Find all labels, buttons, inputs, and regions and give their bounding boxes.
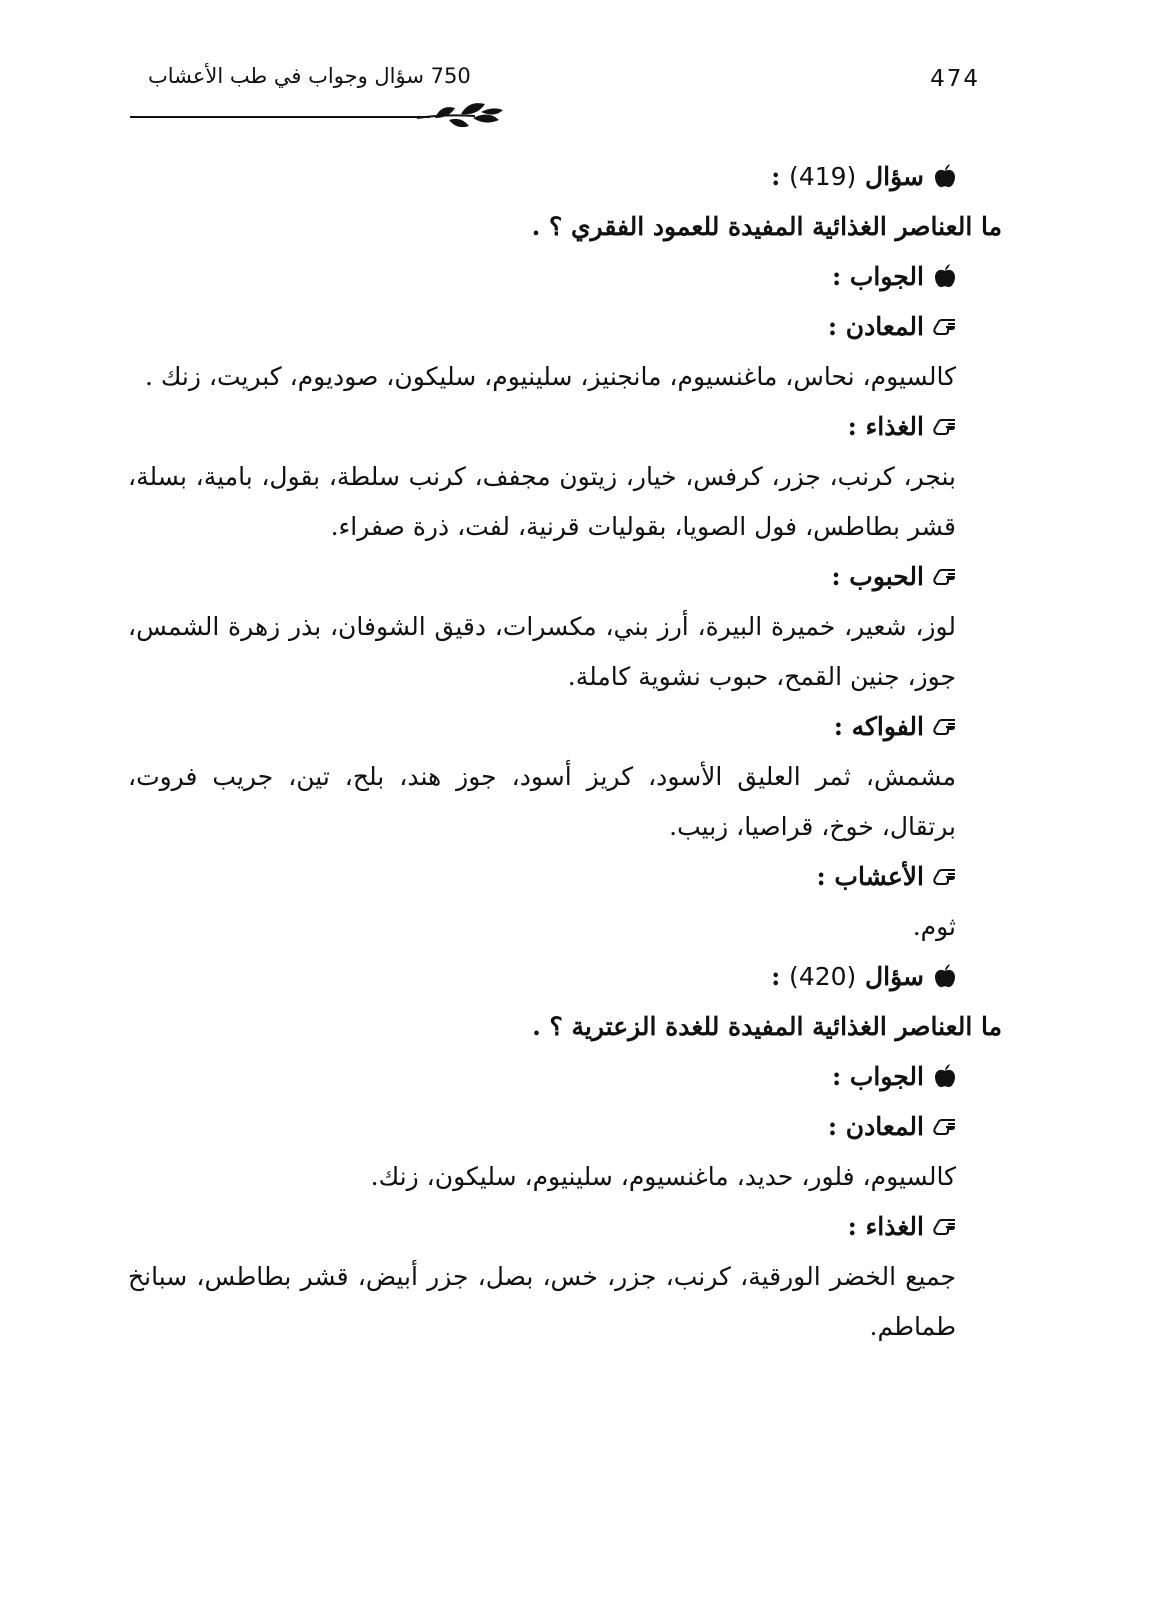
section-text: كالسيوم، نحاس، ماغنسيوم، مانجنيز، سلينيوم، سليكون، صوديوم، كبريت، زنك . (144, 362, 956, 391)
leaf-ornament-icon (415, 96, 505, 136)
running-title: 750 سؤال وجواب في طب الأعشاب (148, 64, 471, 88)
section-heading (128, 402, 1002, 452)
page-number: 474 (930, 66, 980, 92)
question-label: سؤال (865, 962, 924, 991)
section-heading-text: الغذاء : (847, 412, 924, 441)
section-heading (128, 552, 1002, 602)
section-heading (128, 1202, 1002, 1252)
section-text: جميع الخضر الورقية، كرنب، جزر، خس، بصل، جزر أبيض، قشر بطاطس، سبانخ طماطم. (128, 1262, 956, 1341)
question-419-title (128, 152, 1002, 202)
section-heading (128, 302, 1002, 352)
question-419-text: ما العناصر الغذائية المفيدة للعمود الفقري ؟ . (531, 212, 1002, 241)
section-heading-text: الغذاء : (847, 1212, 924, 1241)
question-420-title (128, 952, 1002, 1002)
apple-icon (934, 264, 956, 288)
pointing-hand-icon (932, 416, 956, 438)
apple-icon (934, 1064, 956, 1088)
question-colon: : (771, 162, 781, 191)
section-heading-text: الحبوب : (831, 562, 924, 591)
section-heading-text: المعادن : (827, 312, 924, 341)
pointing-hand-icon (932, 1116, 956, 1138)
page-header (130, 60, 980, 130)
apple-icon (934, 164, 956, 188)
question-number: (420) (789, 962, 857, 991)
section-text: بنجر، كرنب، جزر، كرفس، خيار، زيتون مجفف، كرنب سلطة، بقول، بامية، بسلة، قشر بطاطس، فول الصويا، بقوليات قرنية، لفت، ذرة صفراء. (128, 462, 956, 541)
pointing-hand-icon (932, 566, 956, 588)
section-text: لوز، شعير، خميرة البيرة، أرز بني، مكسرات، دقيق الشوفان، بذر زهرة الشمس، جوز، جنين القمح، حبوب نشوية كاملة. (128, 612, 956, 691)
answer-label: الجواب : (831, 262, 924, 291)
section-heading-text: المعادن : (827, 1112, 924, 1141)
body-text (128, 152, 1002, 1352)
answer-label: الجواب : (831, 1062, 924, 1091)
header-rule (130, 116, 430, 118)
section-text: كالسيوم، فلور، حديد، ماغنسيوم، سلينيوم، سليكون، زنك. (370, 1162, 956, 1191)
section-text: مشمش، ثمر العليق الأسود، كريز أسود، جوز هند، بلح، تين، جريب فروت، برتقال، خوخ، قراصيا، زبيب. (128, 762, 956, 841)
answer-419-label (128, 252, 1002, 302)
question-number: (419) (789, 162, 857, 191)
pointing-hand-icon (932, 866, 956, 888)
section-text: ثوم. (912, 912, 956, 941)
question-420-text: ما العناصر الغذائية المفيدة للغدة الزعترية ؟ . (532, 1012, 1002, 1041)
question-colon: : (771, 962, 781, 991)
question-label: سؤال (865, 162, 924, 191)
section-heading-text: الفواكه : (833, 712, 924, 741)
pointing-hand-icon (932, 716, 956, 738)
section-heading (128, 1102, 1002, 1152)
section-heading (128, 852, 1002, 902)
pointing-hand-icon (932, 316, 956, 338)
pointing-hand-icon (932, 1216, 956, 1238)
apple-icon (934, 964, 956, 988)
section-heading (128, 702, 1002, 752)
section-heading-text: الأعشاب : (816, 862, 924, 891)
answer-420-label (128, 1052, 1002, 1102)
